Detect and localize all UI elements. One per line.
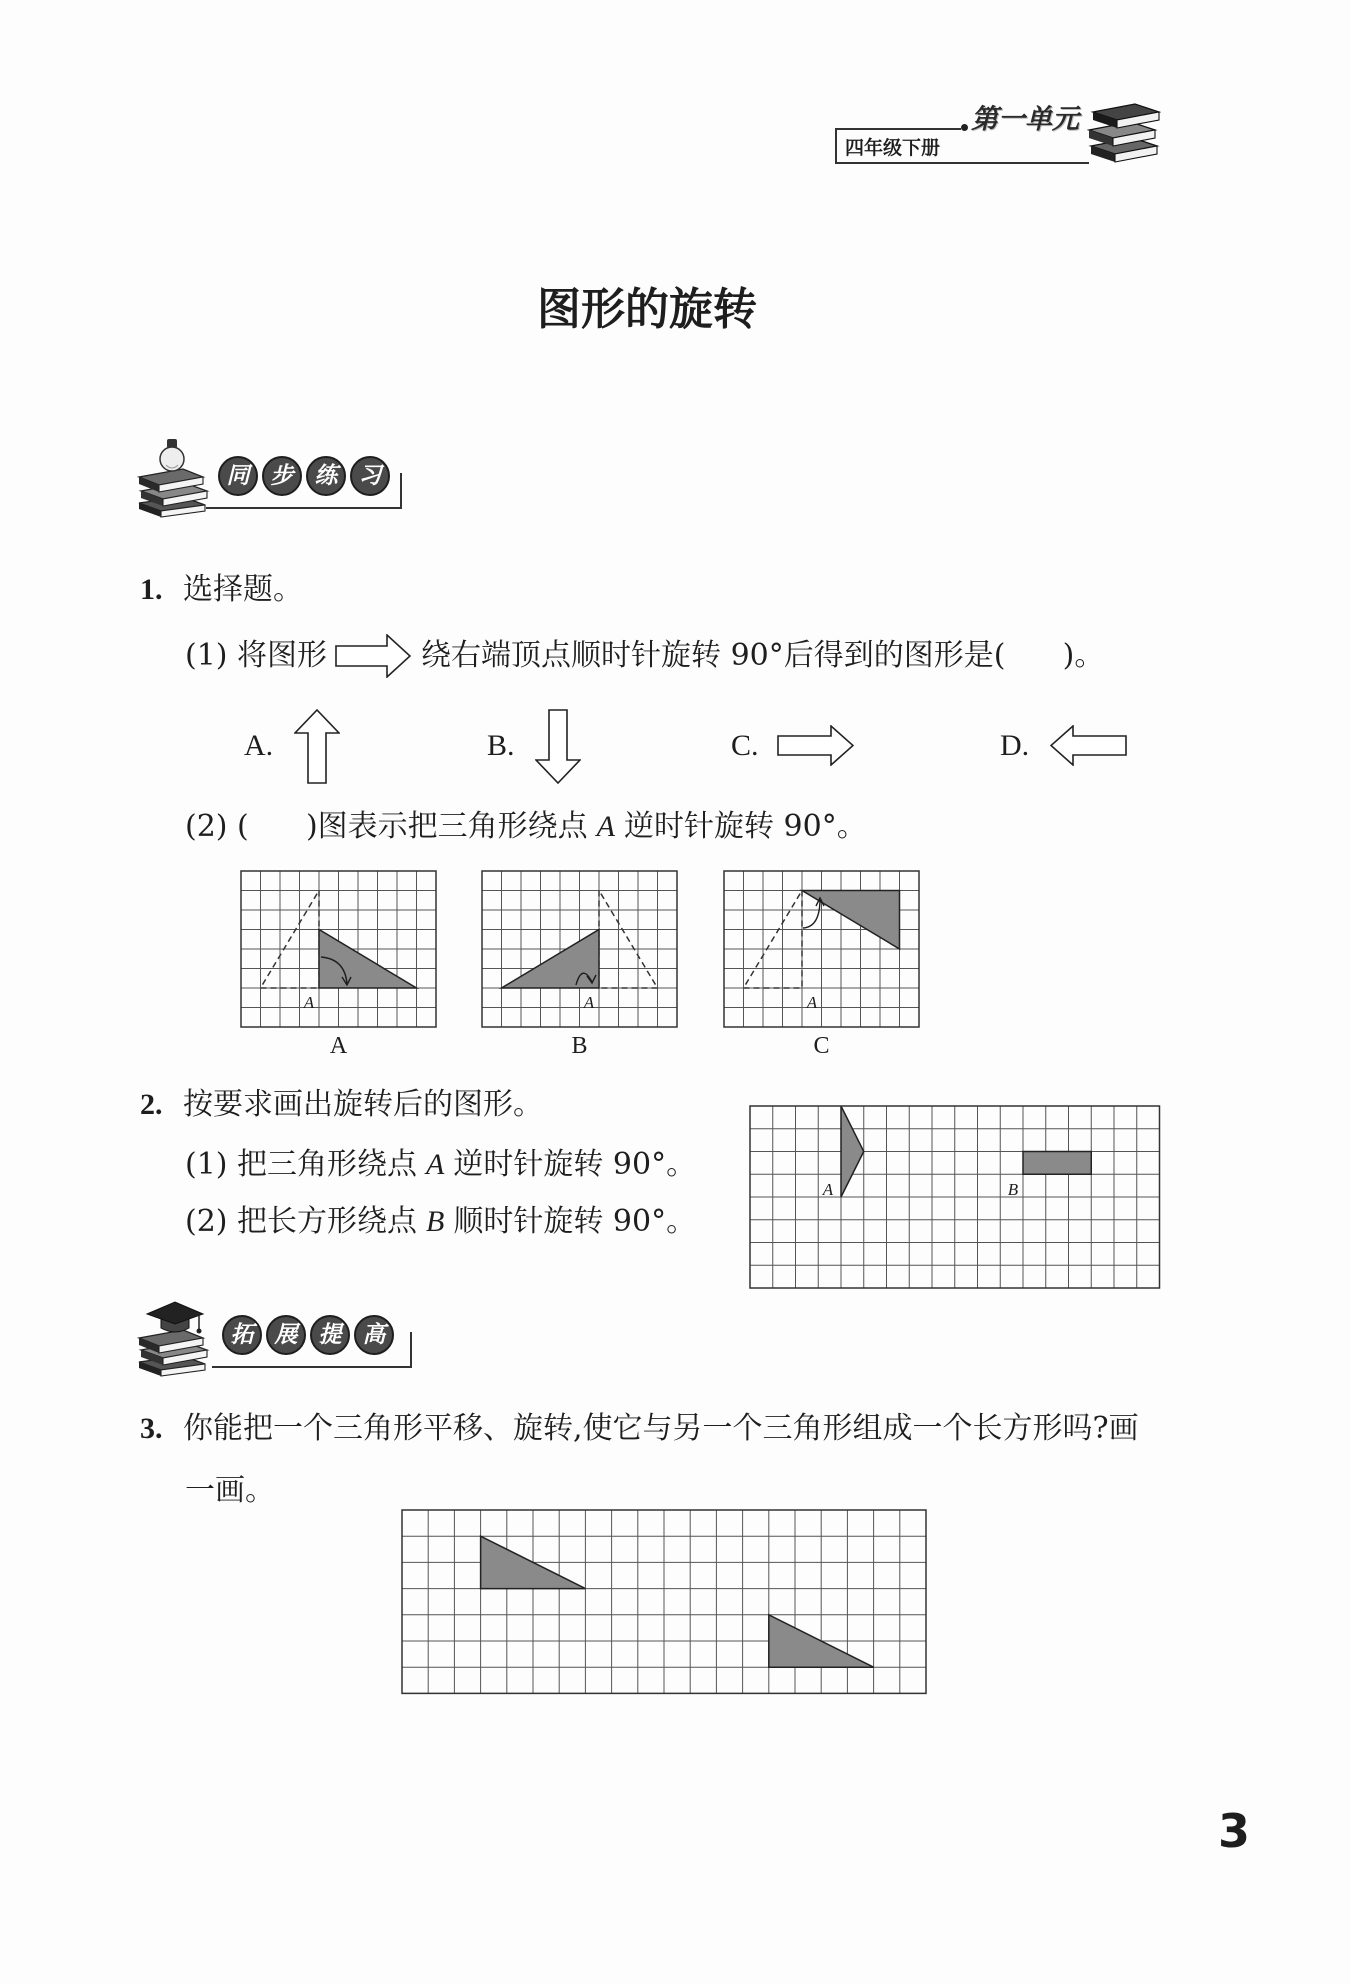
down-arrow-icon: [535, 709, 581, 784]
page-title: 图形的旋转: [537, 284, 757, 335]
shaded-rectangle: [1023, 1152, 1091, 1175]
part-2-text-before: (2) 把长方形绕点: [185, 1204, 418, 1239]
grid-figure-a: [240, 870, 437, 1028]
part-2-text-after: 顺时针旋转 90°。: [453, 1204, 697, 1239]
question-1-part-1: [185, 632, 1104, 680]
banner-char: 展: [266, 1315, 306, 1355]
part-2-text-after: 逆时针旋转 90°。: [623, 809, 867, 844]
header-top-rule: [835, 128, 961, 130]
point-label: A: [426, 1148, 445, 1181]
figure-label-c: C: [813, 1033, 830, 1059]
section-banner-sync-practice: [137, 437, 407, 519]
drawing-grid-question-3[interactable]: [401, 1509, 928, 1695]
left-arrow-icon: [1050, 725, 1127, 766]
banner-char: 步: [262, 456, 302, 496]
part-1-text-before: (1) 将图形: [185, 638, 328, 673]
page-number: 3: [1218, 1804, 1251, 1858]
point-a-label: A: [822, 1180, 834, 1199]
point-label: B: [426, 1205, 445, 1238]
banner-title: [218, 456, 390, 496]
right-arrow-icon: [777, 725, 854, 766]
shaded-triangle: [841, 1106, 864, 1197]
header-dot: [961, 124, 968, 131]
dashed-triangle: [599, 891, 658, 989]
question-2-number: 2.: [140, 1088, 163, 1121]
grid-figure-c: [723, 870, 920, 1028]
banner-title: [222, 1315, 394, 1355]
option-a-label: A.: [244, 729, 274, 762]
figure-label-a: A: [329, 1033, 348, 1059]
section-banner-extension: [137, 1296, 417, 1378]
grade-label: 四年级下册: [845, 137, 941, 159]
books-lightbulb-icon: [137, 437, 217, 519]
drawing-grid-question-2[interactable]: [749, 1105, 1161, 1289]
banner-char: 高: [354, 1315, 394, 1355]
unit-label: 第一单元: [971, 104, 1079, 135]
option-d-label: D.: [1000, 729, 1030, 762]
point-a-label: A: [303, 993, 315, 1012]
up-arrow-icon: [294, 709, 340, 784]
unit-header: [835, 96, 1165, 168]
question-1-number: 1.: [140, 573, 163, 606]
dashed-triangle: [261, 891, 320, 989]
part-2-text-before: (2) ( )图表示把三角形绕点: [185, 809, 588, 844]
option-b-label: B.: [487, 729, 515, 762]
question-2-part-2: [185, 1202, 696, 1242]
part-1-text-after: 绕右端顶点顺时针旋转 90°后得到的图形是( )。: [421, 638, 1105, 673]
question-1-part-2: [185, 807, 867, 847]
shaded-triangle: [502, 930, 600, 989]
figure-label-b: B: [571, 1033, 588, 1059]
question-3-text-line-1: 你能把一个三角形平移、旋转,使它与另一个三角形组成一个长方形吗?画: [183, 1411, 1139, 1446]
question-2-part-1: [185, 1145, 696, 1185]
point-label: A: [596, 810, 615, 843]
grid-figure-b: [481, 870, 678, 1028]
point-a-label: A: [806, 993, 818, 1012]
banner-char: 同: [218, 456, 258, 496]
dashed-triangle: [744, 891, 803, 989]
question-2-text: 按要求画出旋转后的图形。: [183, 1087, 543, 1122]
banner-char: 提: [310, 1315, 350, 1355]
part-1-text-before: (1) 把三角形绕点: [185, 1147, 418, 1182]
right-arrow-icon: [335, 634, 411, 678]
question-1-text: 选择题。: [183, 572, 303, 607]
grid-lines: [750, 1106, 1160, 1288]
banner-char: 习: [350, 456, 390, 496]
option-c-label: C.: [731, 729, 759, 762]
shaded-triangle: [319, 930, 417, 989]
point-b-label: B: [1007, 1180, 1019, 1199]
question-3-text-line-2: 一画。: [185, 1473, 275, 1508]
book-stack-icon: [1087, 98, 1161, 168]
books-graduation-cap-icon: [137, 1296, 217, 1378]
part-1-text-after: 逆时针旋转 90°。: [453, 1147, 697, 1182]
banner-char: 练: [306, 456, 346, 496]
question-3-number: 3.: [140, 1412, 163, 1445]
banner-char: 拓: [222, 1315, 262, 1355]
point-a-label: A: [583, 993, 595, 1012]
